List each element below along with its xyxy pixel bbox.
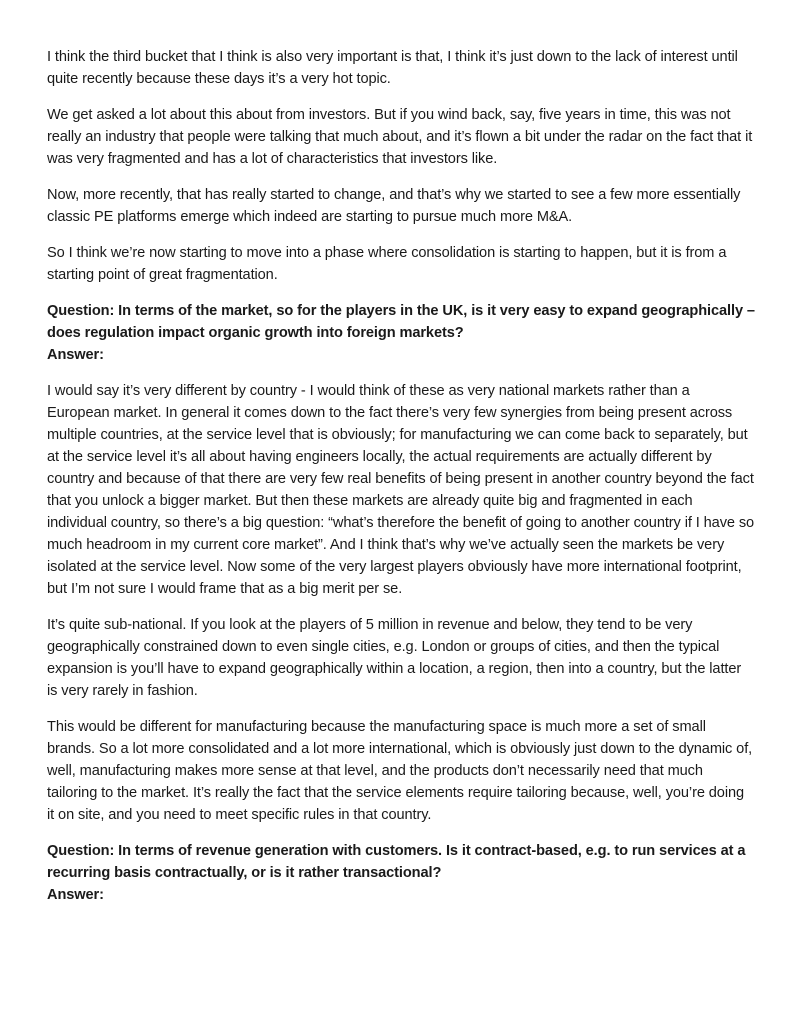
question-text: Question: In terms of revenue generation with customers. Is it contract-based, e.g. to run services at a recurring basis contractually, or is it rather transactional? <box>47 843 746 881</box>
document-page <box>47 46 755 920</box>
answer-label: Answer: <box>47 887 104 903</box>
paragraph-national-markets: I would say it’s very different by country - I would think of these as very national markets rather than a European market. In general it comes down to the fact there’s very few synergies from being present across multiple countries, at the service level that is obviously; for manufacturing we can come back to separately, but at the service level it’s all about having engineers locally, the actual requirements are actually different by country and because of that there are very few real benefits of being present in another country beyond the fact that you unlock a bigger market. But then these markets are already quite big and fragmented in each individual country, so there’s a big question: “what’s therefore the benefit of going to another country if I have so much headroom in my current core market”. And I think that’s why we’ve actually seen the markets be very isolated at the service level. Now some of the very largest players obviously have more international footprint, but I’m not sure I would frame that as a big merit per se. <box>47 383 755 597</box>
paragraph-investors: We get asked a lot about this about from investors. But if you wind back, say, five years in time, this was not really an industry that people were talking that much about, and it’s flown a bit under the radar on the fact that it was very fragmented and has a lot of characteristics that investors like. <box>47 107 753 167</box>
question-block-revenue-generation <box>47 840 755 906</box>
answer-label: Answer: <box>47 347 104 363</box>
paragraph-sub-national: It’s quite sub-national. If you look at the players of 5 million in revenue and below, they tend to be very geographically constrained down to even single cities, e.g. London or groups of cities, and then the typical expansion is you’ll have to expand geographically within a location, a region, then into a country, but the latter is very rarely in fashion. <box>47 617 742 699</box>
paragraph-third-bucket: I think the third bucket that I think is also very important is that, I think it’s just down to the lack of interest until quite recently because these days it’s a very hot topic. <box>47 49 738 87</box>
paragraph-manufacturing: This would be different for manufacturing because the manufacturing space is much more a set of small brands. So a lot more consolidated and a lot more international, which is obviously just down to the dynamic of, well, manufacturing makes more sense at that level, and the products don’t necessarily need that much tailoring to the market. It’s really the fact that the service elements require tailoring because, well, you’re doing it on site, and you need to meet specific rules in that country. <box>47 719 753 823</box>
question-text: Question: In terms of the market, so for the players in the UK, is it very easy to expand geographically – does regulation impact organic growth into foreign markets? <box>47 303 755 341</box>
question-block-geographic-expansion <box>47 300 755 366</box>
paragraph-consolidation: So I think we’re now starting to move into a phase where consolidation is starting to happen, but it is from a starting point of great fragmentation. <box>47 245 727 283</box>
paragraph-pe-platforms: Now, more recently, that has really started to change, and that’s why we started to see a few more essentially classic PE platforms emerge which indeed are starting to pursue much more M&A. <box>47 187 741 225</box>
